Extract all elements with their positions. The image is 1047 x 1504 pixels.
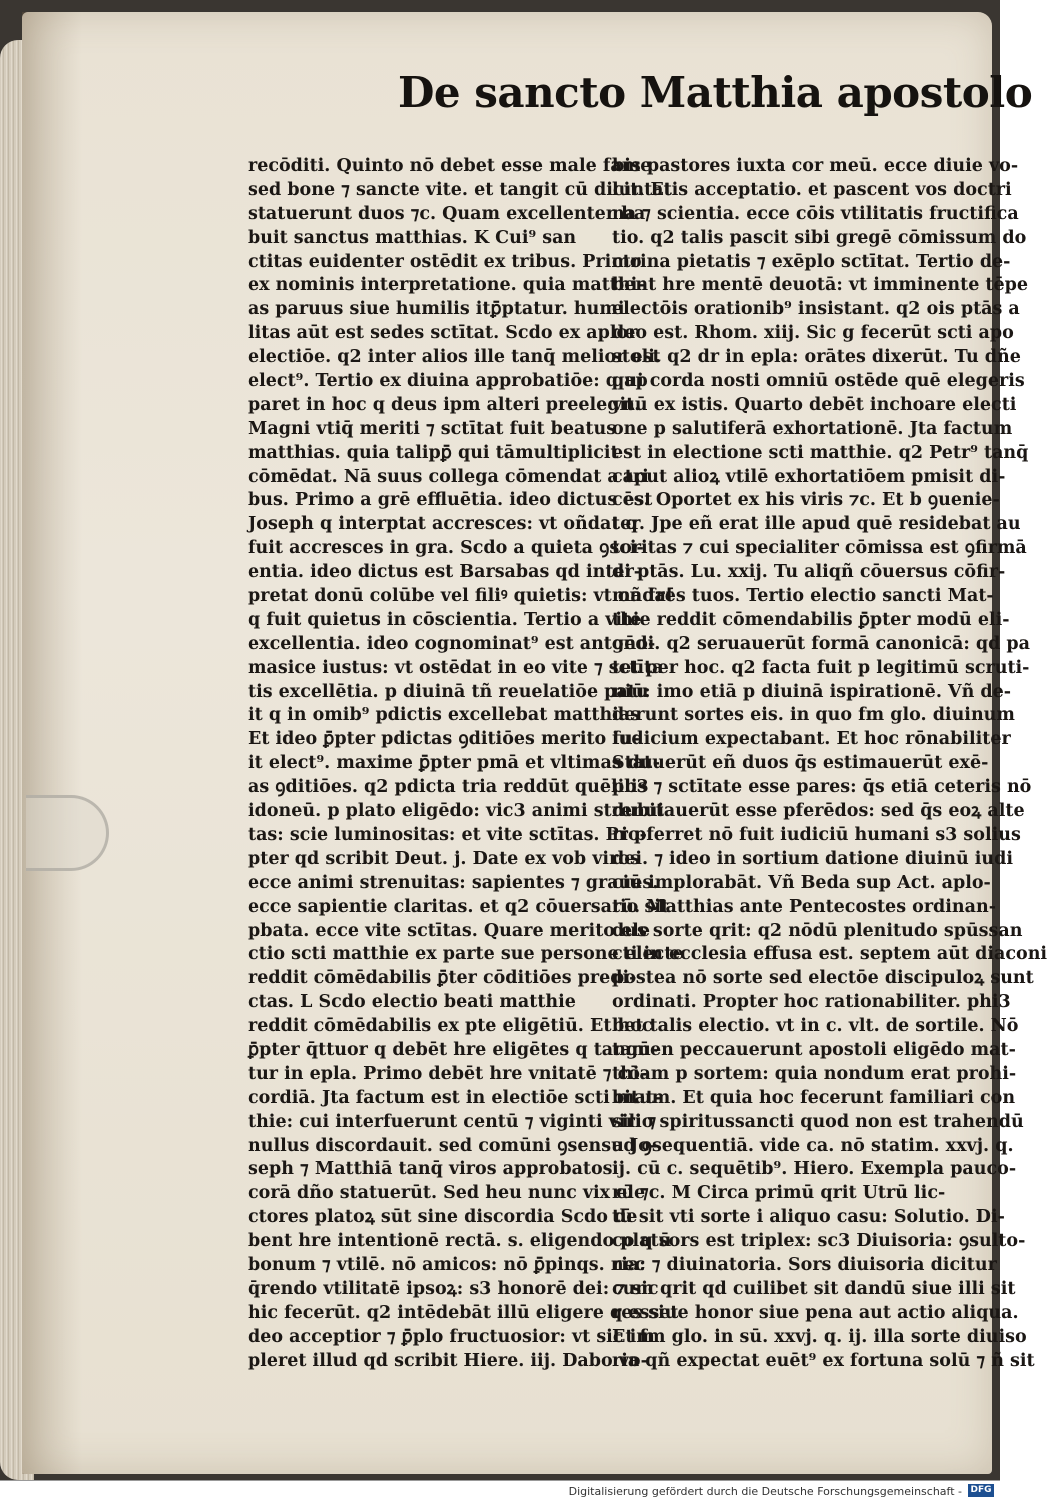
text-line: Et fm glo. in sū. xxvj. q. ij. illa sorte diuiso	[612, 1326, 1027, 1347]
text-line: matthias. quia talipꝑ̄ qui tāmultiplicit	[248, 442, 619, 463]
text-line: dus sorte qrit: q2 nōdū plenitudo spūssan	[612, 920, 1023, 941]
text-line: vnū ex istis. Quarto debēt inchoare electi	[612, 394, 1017, 415]
footer-credit: Digitalisierung gefördert durch die Deutsche Forschungsgemeinschaft -	[568, 1485, 962, 1498]
text-line: ria qñ expectat euēt⁹ ex fortuna solū ⁊ ñ sit	[612, 1350, 1035, 1371]
text-line: recōditi. Quinto nō debet esse male fame	[248, 156, 652, 176]
text-line: bonum ⁊ vtilē. nō amicos: nō ꝑ̄pinqs. nec	[248, 1254, 646, 1275]
text-line: ad ꝯsequentiā. vide ca. nō statim. xxvj. q.	[612, 1135, 1014, 1156]
text-line: hic fecerūt. q2 intēdebāt illū eligere q esset	[248, 1302, 679, 1323]
text-line: Et ideo ꝑ̄pter pdictas ꝯditiōes merito fu-	[248, 729, 640, 750]
text-line: rū ⁊c. M Circa primū qrit Utrū lic-	[612, 1183, 946, 1204]
text-line: cordiā. Jta factum est in electiōe scti mat-	[248, 1087, 662, 1108]
text-line: Joseph q interptat accresces: vt oñdat q	[248, 514, 638, 535]
text-line: est in electione scti matthie. q2 Petr⁹ tanq̄	[612, 442, 1029, 463]
text-line: deo acceptior ⁊ ꝑ̄plo fructuosior: vt sic im	[248, 1326, 655, 1347]
text-line: silio spiritussancti quod non est trahendū	[612, 1111, 1024, 1132]
text-line: stoli. q2 dr in epla: orātes dixerūt. Tu dñe	[612, 347, 1021, 368]
text-line: ordinati. Propter hoc rationabiliter. phi3	[612, 992, 1011, 1013]
text-line: pter qd scribit Deut. j. Date ex vob viros	[248, 848, 640, 869]
text-line: qui corda nosti omniū ostēde quē elegeris	[612, 371, 1025, 392]
text-line: it q in omib⁹ pdictis excellebat matthias	[248, 705, 641, 726]
text-line: pretat donū colūbe vel filiꝰ quietis: vt oñdat	[248, 586, 674, 607]
text-line: ctio scti matthie ex parte sue persone electe	[248, 944, 684, 965]
left-text-column	[248, 155, 684, 1373]
text-line: paret in hoc q deus ipm alteri preelegit.	[248, 394, 641, 415]
text-line: as paruus siue humilis itꝑ̄ptatur. humi	[248, 299, 625, 320]
page-running-title: De sancto Matthia apostolo	[398, 68, 1033, 117]
text-line: bis pastores iuxta cor meū. ecce diuie vo-	[612, 156, 1019, 176]
text-line: ciū implorabāt. Vñ Beda sup Act. aplo-	[612, 872, 991, 893]
text-line: ria: ⁊ diuinatoria. Sors diuisoria dicitur	[612, 1254, 997, 1275]
text-line: ecce sapientie claritas. et q2 cōuersatio sit	[248, 896, 670, 917]
text-line: ꝑ̄pter q̄ttuor q debēt hre eligētes q tangū-	[248, 1039, 659, 1060]
text-line: na ⁊ scientia. ecce cōis vtilitatis fructifica	[612, 203, 1019, 224]
text-line: bus. Primo a grē effluētia. ideo dictus est	[248, 490, 653, 511]
text-line: tet per hoc. q2 facta fuit p legitimū scruti-	[612, 657, 1030, 678]
text-line: deo est. Rhom. xiij. Sic g fecerūt scti apo	[612, 323, 1014, 344]
text-line: bitum. Et quia hoc fecerunt familiari con	[612, 1087, 1016, 1108]
text-line: tio. q2 talis pascit sibi gregē cōmissum do	[612, 227, 1027, 248]
text-line: one p salutiferā exhortationē. Jta factum	[612, 418, 1013, 439]
text-line: bent hre mentē deuotā: vt imminente tēpe	[612, 275, 1029, 296]
text-line: iudicium expectabant. Et hoc rōnabiliter	[612, 729, 1011, 750]
text-line: bent hre intentionē rectā. s. eligendo platū	[248, 1231, 672, 1252]
text-line: gēdi. q2 seruauerūt formā canonicā: qd pa	[612, 633, 1031, 654]
text-line: q̄rendo vtilitatē ipsoꝝ: s3 honorē dei: ⁊ sic	[248, 1278, 659, 1299]
text-line: ctitas euidenter ostēdit ex tribus. Primo	[248, 251, 642, 272]
text-line: buit sanctus matthias. K Cui⁹ san	[248, 227, 577, 248]
text-line: ecce animi strenuitas: sapientes ⁊ graues.	[248, 872, 659, 893]
text-line: ter. Jpe eñ erat ille apud quē residebat au	[612, 514, 1021, 535]
right-text-column	[612, 155, 1047, 1373]
text-line: tas: scie luminositas: et vite sctītas. Pro-	[248, 824, 647, 845]
text-line: reddit cōmēdabilis ex pte eligētiū. Et hoc	[248, 1016, 653, 1037]
text-line: rū. Matthias ante Pentecostes ordinan-	[612, 896, 996, 917]
text-line: derunt sortes eis. in quo fm glo. diuinum	[612, 705, 1015, 726]
text-line: res siue honor siue pena aut actio aliqua.	[612, 1302, 1019, 1323]
text-line: elect⁹. Tertio ex diuina approbatiōe: q ap	[248, 371, 648, 392]
text-line: litas aūt est sedes sctītat. Scdo ex aplor	[248, 323, 638, 344]
text-line: tamen peccauerunt apostoli eligēdo mat-	[612, 1039, 1016, 1060]
text-line: fuit accresces in gra. Scdo a quieta ꝯsci-	[248, 538, 644, 559]
text-line: pbata. ecce vite sctītas. Quare merito ele	[248, 920, 650, 941]
text-line: q fuit quietus in cōscientia. Tertio a vite	[248, 609, 642, 630]
text-line: di ptās. Lu. xxij. Tu aliqñ cōuersus cōfir-	[612, 562, 1006, 583]
text-line: electōis orationib⁹ insistant. q2 ois ptās a	[612, 299, 1020, 320]
text-line: corā dño statuerūt. Sed heu nunc vix ele	[248, 1183, 646, 1204]
text-line: tū sit vti sorte i aliquo casu: Solutio. Di-	[612, 1207, 1005, 1228]
text-line: cēs. Oportet ex his viris ⁊c. Et b ꝯuenie-	[612, 490, 1000, 511]
text-line: co q sors est triplex: sc3 Diuisoria: ꝯsulto-	[612, 1231, 1026, 1252]
text-line: thiam p sortem: quia nondum erat prohi-	[612, 1063, 1017, 1084]
text-line: reddit cōmēdabilis ꝑ̄ter cōditiōes predi-	[248, 968, 637, 989]
text-line: ma frēs tuos. Tertio electio sancti Mat-	[612, 586, 994, 607]
text-line: Statuerūt eñ duos q̄s estimauerūt exē-	[612, 753, 989, 774]
text-line: as ꝯditiōes. q2 pdicta tria reddūt quēlib3	[248, 777, 649, 798]
page-clip-shadow	[26, 795, 109, 871]
text-line: ij. cū c. sequētib⁹. Hiero. Exempla pauco-	[612, 1159, 1017, 1180]
text-line: excellentia. ideo cognominat⁹ est antono-	[248, 633, 656, 654]
text-line: dubitauerūt esse pferēdos: sed q̄s eoꝝ alte	[612, 801, 1025, 822]
text-line: sed bone ⁊ sancte vite. et tangit cū dicit. Et	[248, 179, 672, 200]
text-line: it elect⁹. maxime ꝑ̄pter pmā et vltimas du-	[248, 753, 660, 774]
text-line: tur in epla. Primo debēt hre vnitatē ⁊ cō-	[248, 1063, 648, 1084]
text-line: cōmēdat. Nā suus collega cōmendat a tri	[248, 466, 649, 487]
text-line: ri pferret nō fuit iudiciū humani s3 solius	[612, 824, 1021, 845]
text-line: ctrina pietatis ⁊ exēplo sctītat. Tertio de-	[612, 251, 1011, 272]
text-line: masice iustus: vt ostēdat in eo vite ⁊ sctīta	[248, 657, 664, 678]
text-line: niū: imo etiā p diuinā ispirationē. Vñ de-	[612, 681, 1012, 702]
text-line: dei. ⁊ ideo in sortium datione diuinū iudi	[612, 848, 1014, 869]
text-line: thie reddit cōmendabilis ꝑ̄pter modū eli-	[612, 609, 1010, 630]
text-line: ctores platoꝝ sūt sine discordia Scdo de	[248, 1207, 638, 1228]
text-line: ex nominis interpretatione. quia matthi-	[248, 275, 645, 296]
text-line: cti in ecclesia effusa est. septem aūt diaconi	[612, 944, 1047, 965]
text-line: thie: cui interfuerunt centū ⁊ viginti viri ⁊	[248, 1111, 657, 1132]
text-line: plis ⁊ sctītate esse pares: q̄s etiā ceteris nō	[612, 777, 1032, 798]
text-line: luntatis acceptatio. et pascent vos doctri	[612, 179, 1012, 200]
text-line: pleret illud qd scribit Hiere. iij. Dabo vo-	[248, 1350, 648, 1371]
text-line: electiōe. q2 inter alios ille tanq̄ melior est	[248, 347, 661, 368]
text-line: toritas ⁊ cui specialiter cōmissa est ꝯfirmā	[612, 538, 1027, 559]
text-line: bet talis electio. vt in c. vlt. de sortile. Nō	[612, 1016, 1019, 1037]
text-line: cum qrit qd cuilibet sit dandū siue illi sit	[612, 1278, 1016, 1299]
text-line: statuerunt duos ⁊c. Quam excellenter ha	[248, 203, 646, 224]
text-line: ctas. L Scdo electio beati matthie	[248, 992, 576, 1013]
text-line: seph ⁊ Matthiā tanq̄ viros approbatos	[248, 1159, 613, 1180]
dfg-logo: DFG	[968, 1484, 994, 1497]
text-line: entia. ideo dictus est Barsabas qd inter-	[248, 562, 642, 583]
text-line: nullus discordauit. sed comūni ꝯsensu Jo-	[248, 1135, 658, 1156]
text-line: caput alioꝝ vtilē exhortatiōem pmisit di-	[612, 466, 1006, 487]
text-line: Magni vtiq̄ meriti ⁊ sctītat fuit beatus	[248, 418, 617, 439]
text-line: idoneū. p plato eligēdo: vic3 animi strenui	[248, 801, 665, 822]
text-line: postea nō sorte sed electōe discipuloꝝ sunt	[612, 968, 1034, 989]
text-line: tis excellētia. p diuinā tñ reuelatiōe patu	[248, 681, 649, 702]
